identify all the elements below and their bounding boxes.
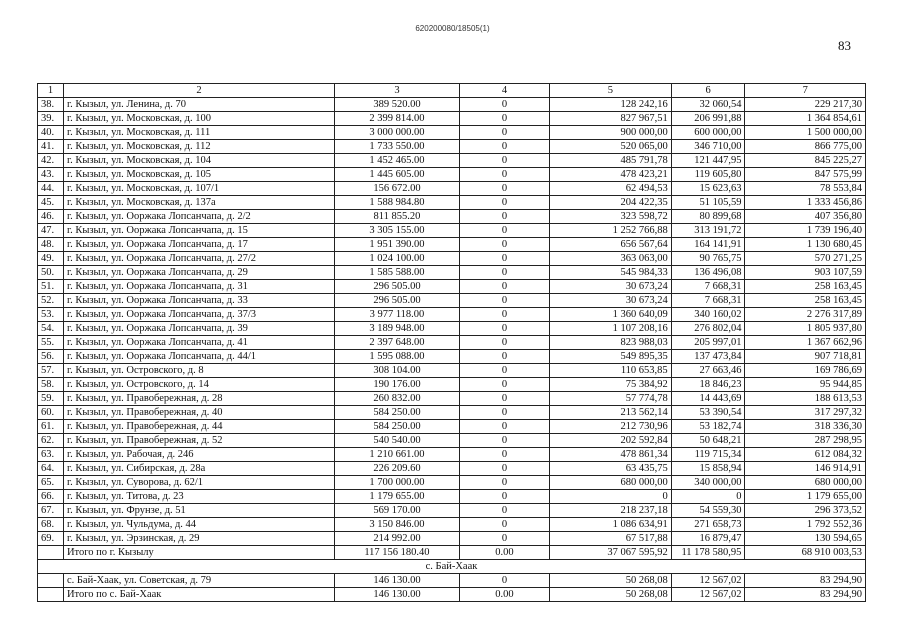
cell-col-4: 0 [459,350,549,364]
cell-col-1: 47. [38,224,64,238]
cell-col-5: 75 384,92 [550,378,672,392]
cell-col-3: 260 832.00 [335,392,460,406]
table-row [38,252,866,266]
cell-col-1: 43. [38,168,64,182]
cell-col-3: 811 855.20 [335,210,460,224]
cell-col-6: 119 715,34 [671,448,745,462]
cell-col-3: 1 210 661.00 [335,448,460,462]
cell-col-3: 1 700 000.00 [335,476,460,490]
cell-col-2: г. Кызыл, ул. Правобережная, д. 28 [63,392,334,406]
section-title: с. Бай-Хаак [38,560,866,574]
cell-col-2: г. Кызыл, ул. Ооржака Лопсанчапа, д. 31 [63,280,334,294]
cell-col-7: 258 163,45 [745,280,866,294]
cell-col-1: 56. [38,350,64,364]
cell-col-7: 907 718,81 [745,350,866,364]
cell-col-5: 57 774,78 [550,392,672,406]
cell-col-4: 0 [459,280,549,294]
register-table-body [38,84,866,602]
cell-col-1: 62. [38,434,64,448]
table-row [38,238,866,252]
cell-col-1: 59. [38,392,64,406]
cell-col-6: 340 000,00 [671,476,745,490]
cell-col-7: 1 367 662,96 [745,336,866,350]
cell-col-4: 0 [459,266,549,280]
table-row [38,308,866,322]
cell-col-4: 0 [459,182,549,196]
table-row [38,532,866,546]
cell-col-1: 52. [38,294,64,308]
cell-col-2: г. Кызыл, ул. Ооржака Лопсанчапа, д. 15 [63,224,334,238]
cell-col-6: 15 858,94 [671,462,745,476]
cell-col-7: 1 500 000,00 [745,126,866,140]
cell-col-6: 271 658,73 [671,518,745,532]
cell-col-7: 229 217,30 [745,98,866,112]
cell-col-6: 15 623,63 [671,182,745,196]
cell-col-7: 1 792 552,36 [745,518,866,532]
cell-col-4: 0 [459,462,549,476]
cell-col-6: 340 160,02 [671,308,745,322]
cell-col-2: с. Бай-Хаак, ул. Советская, д. 79 [63,574,334,588]
cell-col-2: Итого по с. Бай-Хаак [63,588,334,602]
cell-col-2: 2 [63,84,334,98]
cell-col-2: г. Кызыл, ул. Ооржака Лопсанчапа, д. 27/2 [63,252,334,266]
cell-col-4: 0 [459,112,549,126]
cell-col-5: 67 517,88 [550,532,672,546]
cell-col-7: 903 107,59 [745,266,866,280]
cell-col-6: 50 648,21 [671,434,745,448]
cell-col-2: г. Кызыл, ул. Московская, д. 111 [63,126,334,140]
cell-col-6: 12 567,02 [671,574,745,588]
cell-col-4: 0 [459,406,549,420]
cell-col-1: 66. [38,490,64,504]
cell-col-5: 212 730,96 [550,420,672,434]
table-row [38,490,866,504]
cell-col-6: 90 765,75 [671,252,745,266]
cell-col-5: 549 895,35 [550,350,672,364]
cell-col-6: 80 899,68 [671,210,745,224]
cell-col-1: 58. [38,378,64,392]
cell-col-5: 900 000,00 [550,126,672,140]
table-row [38,350,866,364]
cell-col-5: 30 673,24 [550,294,672,308]
cell-col-5: 30 673,24 [550,280,672,294]
cell-col-3: 1 179 655.00 [335,490,460,504]
document-code: 620200080/18505(1) [415,24,490,33]
cell-col-3: 2 399 814.00 [335,112,460,126]
cell-col-5: 63 435,75 [550,462,672,476]
cell-col-7: 612 084,32 [745,448,866,462]
cell-col-2: г. Кызыл, ул. Московская, д. 104 [63,154,334,168]
cell-col-6: 164 141,91 [671,238,745,252]
cell-col-5: 218 237,18 [550,504,672,518]
cell-col-2: г. Кызыл, ул. Титова, д. 23 [63,490,334,504]
cell-col-2: Итого по г. Кызылу [63,546,334,560]
cell-col-4: 0 [459,98,549,112]
table-row [38,266,866,280]
cell-col-5: 110 653,85 [550,364,672,378]
cell-col-5: 62 494,53 [550,182,672,196]
cell-col-1 [38,588,64,602]
cell-col-4: 0 [459,210,549,224]
table-row [38,392,866,406]
cell-col-2: г. Кызыл, ул. Ленина, д. 70 [63,98,334,112]
cell-col-6: 346 710,00 [671,140,745,154]
cell-col-2: г. Кызыл, ул. Ооржака Лопсанчапа, д. 41 [63,336,334,350]
cell-col-2: г. Кызыл, ул. Ооржака Лопсанчапа, д. 17 [63,238,334,252]
cell-col-4: 0 [459,224,549,238]
cell-col-2: г. Кызыл, ул. Московская, д. 137а [63,196,334,210]
cell-col-4: 0 [459,420,549,434]
table-row [38,434,866,448]
cell-col-6: 7 668,31 [671,280,745,294]
cell-col-5: 485 791,78 [550,154,672,168]
cell-col-6: 119 605,80 [671,168,745,182]
cell-col-2: г. Кызыл, ул. Суворова, д. 62/1 [63,476,334,490]
table-row [38,322,866,336]
cell-col-7: 1 333 456,86 [745,196,866,210]
cell-col-3: 3 [335,84,460,98]
cell-col-3: 190 176.00 [335,378,460,392]
cell-col-7: 317 297,32 [745,406,866,420]
cell-col-3: 296 505.00 [335,294,460,308]
cell-col-5: 1 086 634,91 [550,518,672,532]
cell-col-7: 1 805 937,80 [745,322,866,336]
cell-col-3: 389 520.00 [335,98,460,112]
cell-col-2: г. Кызыл, ул. Правобережная, д. 44 [63,420,334,434]
cell-col-1: 54. [38,322,64,336]
cell-col-3: 226 209.60 [335,462,460,476]
cell-col-3: 3 000 000.00 [335,126,460,140]
cell-col-3: 569 170.00 [335,504,460,518]
cell-col-7: 68 910 003,53 [745,546,866,560]
table-row [38,378,866,392]
cell-col-5: 50 268,08 [550,588,672,602]
cell-col-7: 188 613,53 [745,392,866,406]
cell-col-1: 68. [38,518,64,532]
cell-col-4: 0 [459,196,549,210]
cell-col-1: 39. [38,112,64,126]
cell-col-4: 0 [459,154,549,168]
table-row [38,140,866,154]
cell-col-5: 50 268,08 [550,574,672,588]
cell-col-7: 287 298,95 [745,434,866,448]
cell-col-5: 128 242,16 [550,98,672,112]
cell-col-1: 51. [38,280,64,294]
cell-col-6: 6 [671,84,745,98]
table-row [38,224,866,238]
table-row [38,420,866,434]
table-row [38,336,866,350]
cell-col-4: 0 [459,140,549,154]
cell-col-4: 0 [459,308,549,322]
cell-col-3: 584 250.00 [335,420,460,434]
cell-col-5: 5 [550,84,672,98]
table-row [38,364,866,378]
cell-col-3: 1 951 390.00 [335,238,460,252]
total-row-bai-haak [38,588,866,602]
cell-col-2: г. Кызыл, ул. Фрунзе, д. 51 [63,504,334,518]
cell-col-5: 478 423,21 [550,168,672,182]
cell-col-6: 18 846,23 [671,378,745,392]
cell-col-3: 117 156 180.40 [335,546,460,560]
cell-col-2: г. Кызыл, ул. Московская, д. 100 [63,112,334,126]
cell-col-6: 600 000,00 [671,126,745,140]
cell-col-2: г. Кызыл, ул. Рабочая, д. 246 [63,448,334,462]
cell-col-2: г. Кызыл, ул. Московская, д. 112 [63,140,334,154]
cell-col-1: 48. [38,238,64,252]
cell-col-6: 11 178 580,95 [671,546,745,560]
table-row [38,98,866,112]
cell-col-7: 258 163,45 [745,294,866,308]
cell-col-6: 54 559,30 [671,504,745,518]
table-row [38,462,866,476]
cell-col-3: 1 452 465.00 [335,154,460,168]
cell-col-1: 1 [38,84,64,98]
table-row [38,574,866,588]
cell-col-1: 65. [38,476,64,490]
cell-col-6: 51 105,59 [671,196,745,210]
cell-col-2: г. Кызыл, ул. Чульдума, д. 44 [63,518,334,532]
cell-col-7: 1 364 854,61 [745,112,866,126]
cell-col-5: 478 861,34 [550,448,672,462]
cell-col-4: 0 [459,532,549,546]
cell-col-4: 0 [459,476,549,490]
cell-col-4: 0 [459,252,549,266]
cell-col-3: 1 588 984.80 [335,196,460,210]
cell-col-4: 0 [459,504,549,518]
cell-col-5: 204 422,35 [550,196,672,210]
cell-col-3: 540 540.00 [335,434,460,448]
cell-col-5: 823 988,03 [550,336,672,350]
cell-col-3: 3 189 948.00 [335,322,460,336]
cell-col-1: 55. [38,336,64,350]
cell-col-5: 1 107 208,16 [550,322,672,336]
cell-col-4: 0 [459,364,549,378]
cell-col-4: 0 [459,448,549,462]
cell-col-4: 0 [459,336,549,350]
cell-col-2: г. Кызыл, ул. Сибирская, д. 28а [63,462,334,476]
cell-col-4: 0 [459,392,549,406]
cell-col-3: 1 595 088.00 [335,350,460,364]
cell-col-2: г. Кызыл, ул. Ооржака Лопсанчапа, д. 44/1 [63,350,334,364]
cell-col-4: 0 [459,434,549,448]
cell-col-1: 53. [38,308,64,322]
cell-col-7: 83 294,90 [745,574,866,588]
cell-col-3: 308 104.00 [335,364,460,378]
table-row [38,182,866,196]
cell-col-3: 1 733 550.00 [335,140,460,154]
table-row [38,196,866,210]
cell-col-3: 3 305 155.00 [335,224,460,238]
cell-col-1: 69. [38,532,64,546]
cell-col-2: г. Кызыл, ул. Московская, д. 105 [63,168,334,182]
cell-col-2: г. Кызыл, ул. Ооржака Лопсанчапа, д. 33 [63,294,334,308]
cell-col-7: 1 130 680,45 [745,238,866,252]
cell-col-1: 64. [38,462,64,476]
cell-col-4: 0.00 [459,588,549,602]
cell-col-6: 16 879,47 [671,532,745,546]
cell-col-5: 202 592,84 [550,434,672,448]
cell-col-4: 0 [459,490,549,504]
cell-col-6: 7 668,31 [671,294,745,308]
cell-col-7: 78 553,84 [745,182,866,196]
cell-col-2: г. Кызыл, ул. Ооржака Лопсанчапа, д. 39 [63,322,334,336]
cell-col-7: 169 786,69 [745,364,866,378]
cell-col-3: 146 130.00 [335,588,460,602]
cell-col-2: г. Кызыл, ул. Ооржака Лопсанчапа, д. 2/2 [63,210,334,224]
table-row [38,518,866,532]
table-row [38,168,866,182]
cell-col-5: 520 065,00 [550,140,672,154]
cell-col-4: 0 [459,378,549,392]
cell-col-7: 146 914,91 [745,462,866,476]
cell-col-2: г. Кызыл, ул. Правобережная, д. 40 [63,406,334,420]
cell-col-6: 53 390,54 [671,406,745,420]
table-row [38,280,866,294]
cell-col-6: 27 663,46 [671,364,745,378]
cell-col-1: 40. [38,126,64,140]
cell-col-4: 4 [459,84,549,98]
cell-col-2: г. Кызыл, ул. Ооржака Лопсанчапа, д. 37/3 [63,308,334,322]
cell-col-4: 0.00 [459,546,549,560]
cell-col-7: 296 373,52 [745,504,866,518]
cell-col-7: 1 179 655,00 [745,490,866,504]
cell-col-7: 845 225,27 [745,154,866,168]
cell-col-5: 323 598,72 [550,210,672,224]
cell-col-3: 1 024 100.00 [335,252,460,266]
cell-col-1: 46. [38,210,64,224]
cell-col-6: 0 [671,490,745,504]
cell-col-1: 38. [38,98,64,112]
cell-col-7: 7 [745,84,866,98]
cell-col-5: 545 984,33 [550,266,672,280]
cell-col-6: 205 997,01 [671,336,745,350]
cell-col-3: 3 977 118.00 [335,308,460,322]
table-row [38,406,866,420]
cell-col-4: 0 [459,168,549,182]
cell-col-3: 146 130.00 [335,574,460,588]
cell-col-4: 0 [459,322,549,336]
cell-col-1: 61. [38,420,64,434]
cell-col-2: г. Кызыл, ул. Островского, д. 8 [63,364,334,378]
cell-col-1: 50. [38,266,64,280]
table-row [38,294,866,308]
cell-col-6: 206 991,88 [671,112,745,126]
cell-col-3: 1 445 605.00 [335,168,460,182]
cell-col-7: 866 775,00 [745,140,866,154]
table-row [38,448,866,462]
cell-col-7: 318 336,30 [745,420,866,434]
cell-col-1: 67. [38,504,64,518]
cell-col-7: 570 271,25 [745,252,866,266]
total-row-kyzyl [38,546,866,560]
cell-col-6: 53 182,74 [671,420,745,434]
cell-col-5: 213 562,14 [550,406,672,420]
cell-col-1 [38,574,64,588]
cell-col-1: 41. [38,140,64,154]
cell-col-6: 12 567,02 [671,588,745,602]
cell-col-4: 0 [459,126,549,140]
cell-col-4: 0 [459,518,549,532]
cell-col-1: 44. [38,182,64,196]
cell-col-7: 2 276 317,89 [745,308,866,322]
cell-col-1: 49. [38,252,64,266]
cell-col-3: 584 250.00 [335,406,460,420]
cell-col-4: 0 [459,294,549,308]
cell-col-2: г. Кызыл, ул. Московская, д. 107/1 [63,182,334,196]
cell-col-5: 656 567,64 [550,238,672,252]
cell-col-6: 136 496,08 [671,266,745,280]
cell-col-3: 214 992.00 [335,532,460,546]
cell-col-2: г. Кызыл, ул. Правобережная, д. 52 [63,434,334,448]
cell-col-6: 32 060,54 [671,98,745,112]
cell-col-3: 2 397 648.00 [335,336,460,350]
cell-col-5: 363 063,00 [550,252,672,266]
cell-col-5: 0 [550,490,672,504]
header-row [38,84,866,98]
cell-col-5: 680 000,00 [550,476,672,490]
cell-col-1: 63. [38,448,64,462]
cell-col-7: 1 739 196,40 [745,224,866,238]
cell-col-4: 0 [459,238,549,252]
cell-col-7: 847 575,99 [745,168,866,182]
cell-col-6: 276 802,04 [671,322,745,336]
cell-col-6: 121 447,95 [671,154,745,168]
cell-col-3: 156 672.00 [335,182,460,196]
cell-col-2: г. Кызыл, ул. Эрзинская, д. 29 [63,532,334,546]
cell-col-5: 1 252 766,88 [550,224,672,238]
cell-col-3: 296 505.00 [335,280,460,294]
cell-col-1: 60. [38,406,64,420]
cell-col-5: 827 967,51 [550,112,672,126]
table-row [38,154,866,168]
register-table [37,83,866,602]
cell-col-6: 137 473,84 [671,350,745,364]
table-row [38,210,866,224]
table-row [38,126,866,140]
section-row [38,560,866,574]
cell-col-3: 1 585 588.00 [335,266,460,280]
table-row [38,476,866,490]
cell-col-7: 407 356,80 [745,210,866,224]
cell-col-2: г. Кызыл, ул. Островского, д. 14 [63,378,334,392]
cell-col-7: 95 944,85 [745,378,866,392]
cell-col-7: 130 594,65 [745,532,866,546]
cell-col-4: 0 [459,574,549,588]
cell-col-5: 1 360 640,09 [550,308,672,322]
cell-col-7: 680 000,00 [745,476,866,490]
table-row [38,504,866,518]
cell-col-1 [38,546,64,560]
cell-col-1: 45. [38,196,64,210]
cell-col-1: 42. [38,154,64,168]
cell-col-7: 83 294,90 [745,588,866,602]
table-row [38,112,866,126]
page-number: 83 [838,38,851,53]
cell-col-2: г. Кызыл, ул. Ооржака Лопсанчапа, д. 29 [63,266,334,280]
cell-col-1: 57. [38,364,64,378]
cell-col-3: 3 150 846.00 [335,518,460,532]
cell-col-6: 14 443,69 [671,392,745,406]
cell-col-6: 313 191,72 [671,224,745,238]
cell-col-5: 37 067 595,92 [550,546,672,560]
